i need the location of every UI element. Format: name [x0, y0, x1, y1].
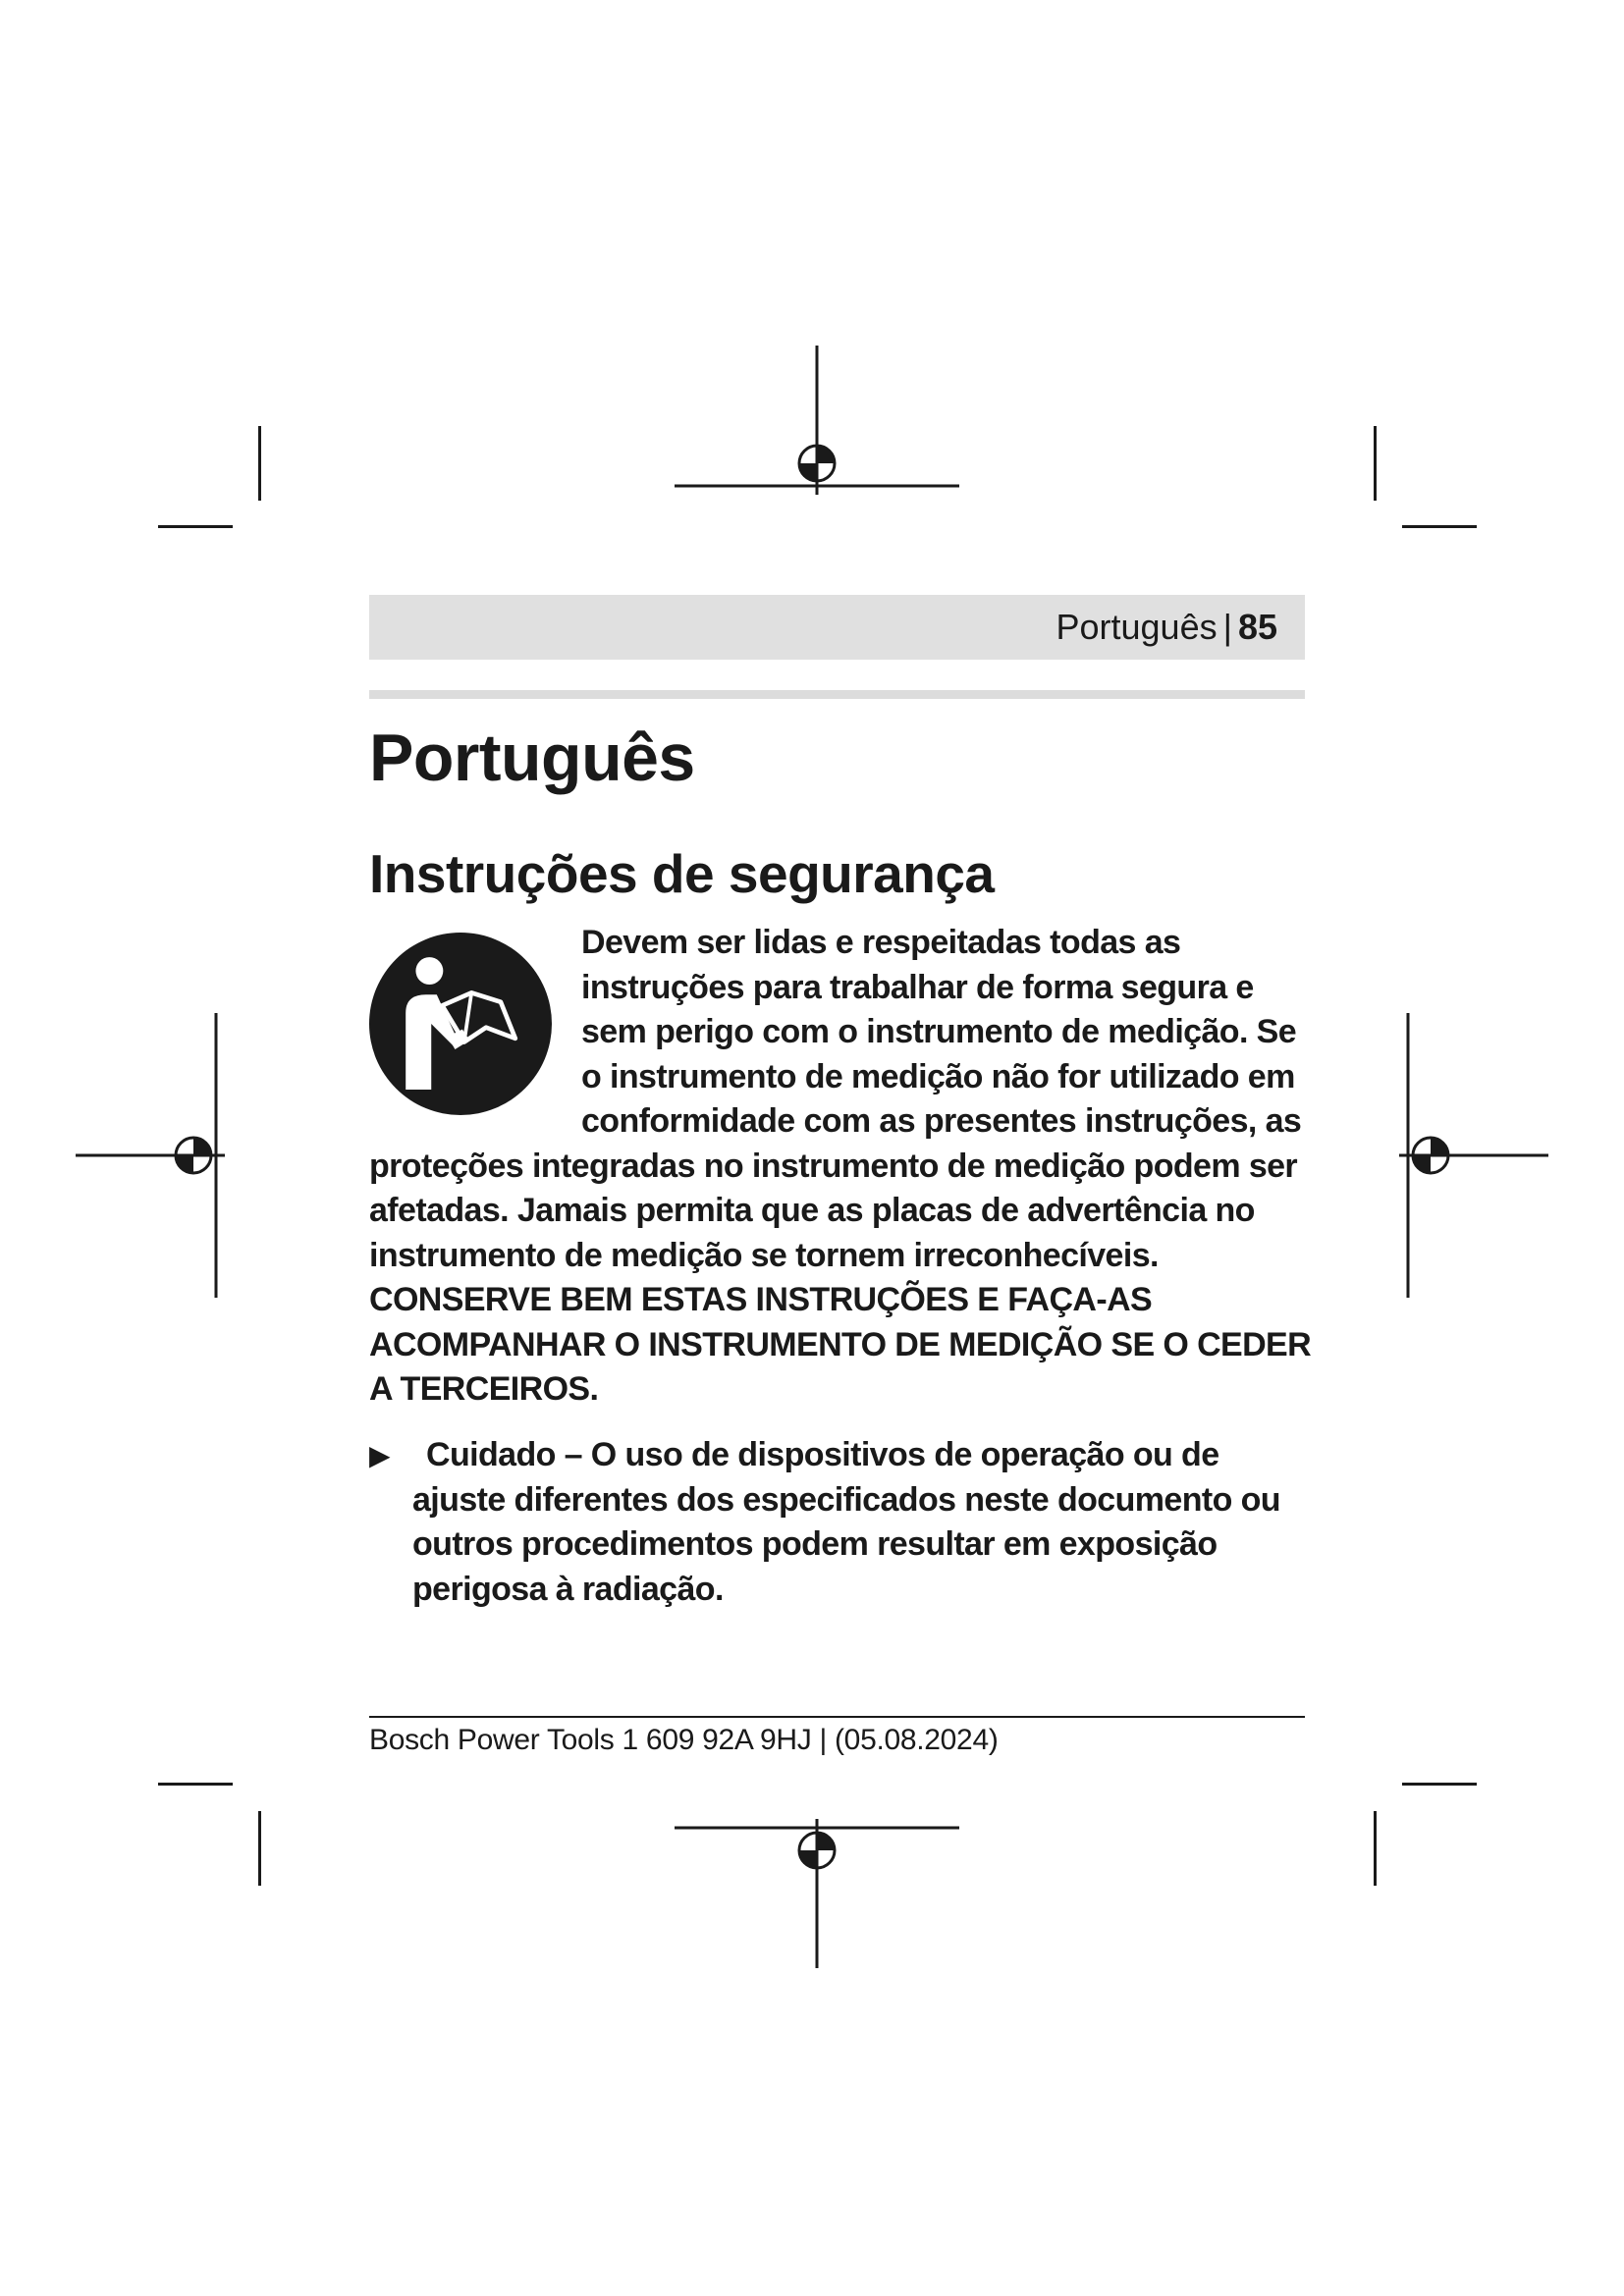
- bullet-text: Cuidado – O uso de dispositivos de operação ou de ajuste diferentes dos especificados neste documento ou outros procedimentos podem resultar em exposição perigosa à radiação.: [412, 1436, 1280, 1608]
- read-manual-icon: [369, 933, 552, 1115]
- registration-mark-icon: [76, 1013, 225, 1298]
- crop-mark: [1402, 525, 1477, 528]
- registration-mark-icon: [1399, 1013, 1548, 1298]
- conserve-paragraph: CONSERVE BEM ESTAS INSTRUÇÕES E FAÇA-AS ACOMPANHAR O INSTRUMENTO DE MEDIÇÃO SE O CEDER A TERCEIROS.: [369, 1281, 1312, 1408]
- crop-mark: [258, 426, 261, 501]
- registration-mark-icon: [675, 1819, 959, 1968]
- header-text: [1056, 609, 1277, 646]
- list-item: [369, 1433, 1312, 1612]
- footer-rule: [369, 1716, 1305, 1718]
- crop-mark: [1402, 1783, 1477, 1786]
- section-title: Instruções de segurança: [369, 843, 995, 904]
- safety-instructions-block: [369, 921, 1312, 1413]
- crop-mark: [1374, 1811, 1377, 1886]
- header-language: Português: [1056, 607, 1218, 647]
- crop-mark: [1374, 426, 1377, 501]
- running-header: [369, 595, 1305, 660]
- footer-text: Bosch Power Tools 1 609 92A 9HJ | (05.08.2024): [369, 1724, 999, 1756]
- page-title: Português: [369, 721, 695, 795]
- page-number: 85: [1237, 607, 1277, 647]
- bullet-arrow-icon: ▶: [369, 1440, 390, 1470]
- intro-paragraph: Devem ser lidas e respeitadas todas as instruções para trabalhar de forma segura e sem perigo com o instrumento de medição. Se o instrumento de medição não for utilizado em conformidade com as presentes instruções, as proteções integradas no instrumento de medição podem ser afetadas. Jamais permita que as placas de advertência no instrumento de medição se tornem irreconhecíveis.: [369, 924, 1302, 1274]
- registration-mark-icon: [675, 346, 959, 495]
- crop-mark: [158, 525, 233, 528]
- header-separator: |: [1222, 607, 1232, 647]
- crop-mark: [158, 1783, 233, 1786]
- header-rule: [369, 690, 1305, 699]
- crop-mark: [258, 1811, 261, 1886]
